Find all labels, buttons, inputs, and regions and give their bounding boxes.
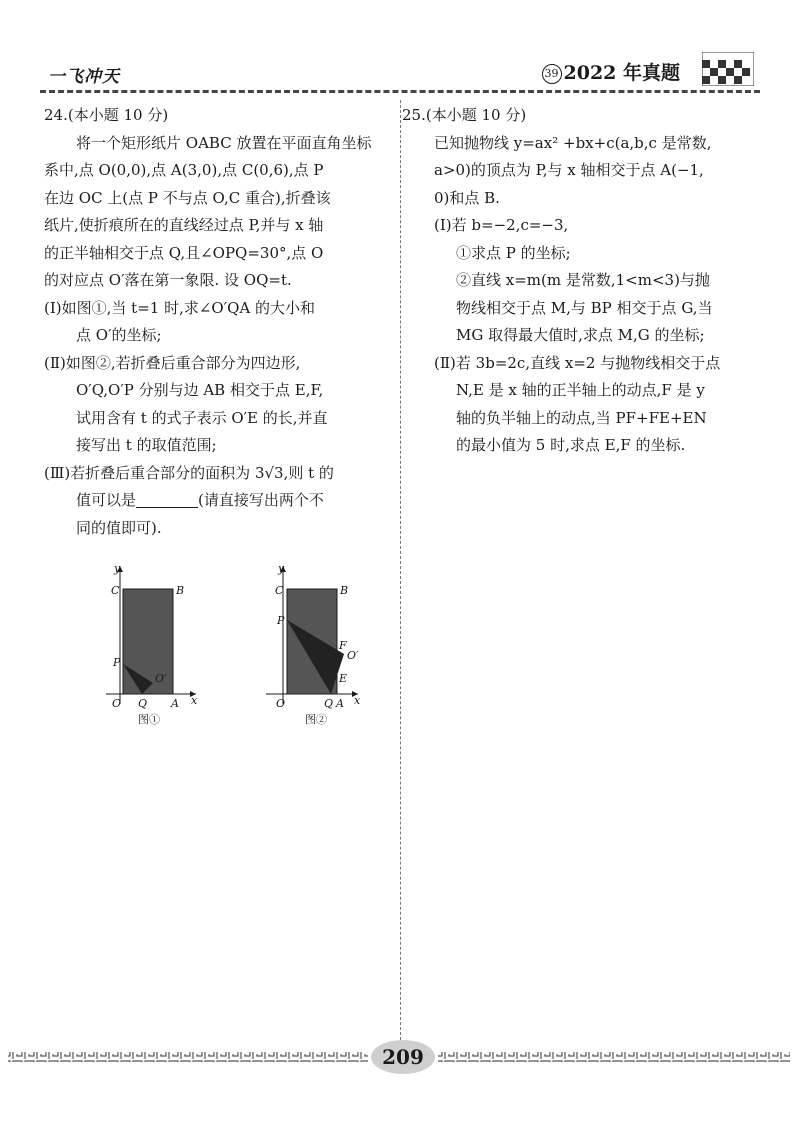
- q25-line: 0)和点 B.: [434, 188, 500, 207]
- q24-figure-svg: [98, 558, 378, 738]
- q25-part1-1-line: ①求点 P 的坐标;: [456, 243, 571, 262]
- label-b: B: [176, 584, 185, 597]
- answer-blank: [136, 491, 198, 508]
- q24-part3-line: [44, 487, 390, 515]
- q24-part2-line: O′Q,O′P 分别与边 AB 相交于点 E,F,: [76, 381, 324, 399]
- q25-part1-2-line: MG 取得最大值时,求点 M,G 的坐标;: [456, 326, 705, 344]
- q25-part1-2-line: 物线相交于点 M,与 BP 相交于点 G,当: [456, 298, 713, 317]
- question-25-heading: 25.(本小题 10 分): [402, 106, 527, 124]
- page-header: [40, 48, 760, 98]
- question-24-heading: 24.(本小题 10 分): [44, 106, 169, 124]
- q24-line: 的正半轴相交于点 Q,且∠OPQ=30°,点 O: [44, 243, 324, 262]
- q25-part1-2-line: ②直线 x=m(m 是常数,1<m<3)与抛: [456, 271, 710, 289]
- figure-1-caption: 图①: [138, 713, 160, 726]
- exam-year-title: 2022 年真题: [563, 62, 680, 84]
- q24-part1-line: (Ⅰ)如图①,当 t=1 时,求∠O′QA 的大小和: [44, 298, 316, 317]
- label-o-prime: O′: [347, 649, 359, 662]
- page-footer: [0, 1040, 800, 1080]
- figure-2: [266, 562, 361, 726]
- question-25: [402, 102, 748, 460]
- checker-pattern-icon: [702, 52, 754, 86]
- q24-part2-line: 试用含有 t 的式子表示 O′E 的长,并直: [76, 408, 328, 427]
- q24-line: 的对应点 O′落在第一象限. 设 OQ=t.: [44, 271, 292, 289]
- label-b: B: [340, 584, 349, 597]
- q24-part2-line: (Ⅱ)如图②,若折叠后重合部分为四边形,: [44, 353, 301, 372]
- label-x: x: [354, 694, 361, 707]
- label-y: y: [278, 562, 285, 575]
- figure-1: [106, 562, 198, 726]
- q25-line: a>0)的顶点为 P,与 x 轴相交于点 A(−1,: [434, 161, 704, 179]
- q25-part2-line: 的最小值为 5 时,求点 E,F 的坐标.: [456, 436, 686, 454]
- label-a: A: [336, 697, 344, 710]
- q25-line: 已知抛物线 y=ax² +bx+c(a,b,c 是常数,: [434, 133, 712, 152]
- label-f: F: [339, 639, 347, 652]
- label-c: C: [275, 584, 284, 597]
- label-a: A: [171, 697, 179, 710]
- label-o: O: [276, 697, 286, 710]
- label-o-prime: O′: [155, 672, 167, 685]
- page-number: 209: [371, 1040, 435, 1074]
- label-q: Q: [138, 697, 148, 710]
- label-y: y: [114, 562, 121, 575]
- exam-title: [542, 58, 681, 85]
- q24-line: 纸片,使折痕所在的直线经过点 P,并与 x 轴: [44, 216, 324, 234]
- brand-logo-text: 一飞冲天: [48, 67, 120, 87]
- label-p: P: [113, 656, 121, 669]
- q24-part3-text: 值可以是: [76, 491, 137, 509]
- q24-part3-text: (请直接写出两个不: [198, 491, 324, 509]
- header-divider: [40, 90, 760, 96]
- label-p: P: [277, 614, 285, 627]
- column-divider: [400, 100, 401, 1045]
- q25-part2-line: N,E 是 x 轴的正半轴上的动点,F 是 y: [456, 381, 705, 399]
- q24-line: 将一个矩形纸片 OABC 放置在平面直角坐标: [76, 133, 372, 152]
- q24-part2-line: 接写出 t 的取值范围;: [76, 436, 217, 454]
- question-24: [44, 102, 390, 542]
- q24-line: 系中,点 O(0,0),点 A(3,0),点 C(0,6),点 P: [44, 161, 324, 179]
- label-o: O: [112, 697, 122, 710]
- label-x: x: [191, 694, 198, 707]
- label-q: Q: [324, 697, 334, 710]
- figure-2-caption: 图②: [305, 713, 327, 726]
- label-e: E: [339, 672, 348, 685]
- q24-part1-line: 点 O′的坐标;: [76, 326, 162, 344]
- q25-part2-line: 轴的负半轴上的动点,当 PF+FE+EN: [456, 408, 707, 427]
- q25-part1-line: (Ⅰ)若 b=−2,c=−3,: [434, 216, 569, 234]
- label-c: C: [111, 584, 120, 597]
- q24-part3-line: (Ⅲ)若折叠后重合部分的面积为 3√3,则 t 的: [44, 463, 334, 482]
- q24-part3-line: 同的值即可).: [76, 518, 162, 537]
- q25-part2-line: (Ⅱ)若 3b=2c,直线 x=2 与抛物线相交于点: [434, 353, 721, 372]
- volume-badge: 39: [542, 64, 562, 84]
- q24-line: 在边 OC 上(点 P 不与点 O,C 重合),折叠该: [44, 188, 331, 207]
- q24-figures: [98, 558, 378, 738]
